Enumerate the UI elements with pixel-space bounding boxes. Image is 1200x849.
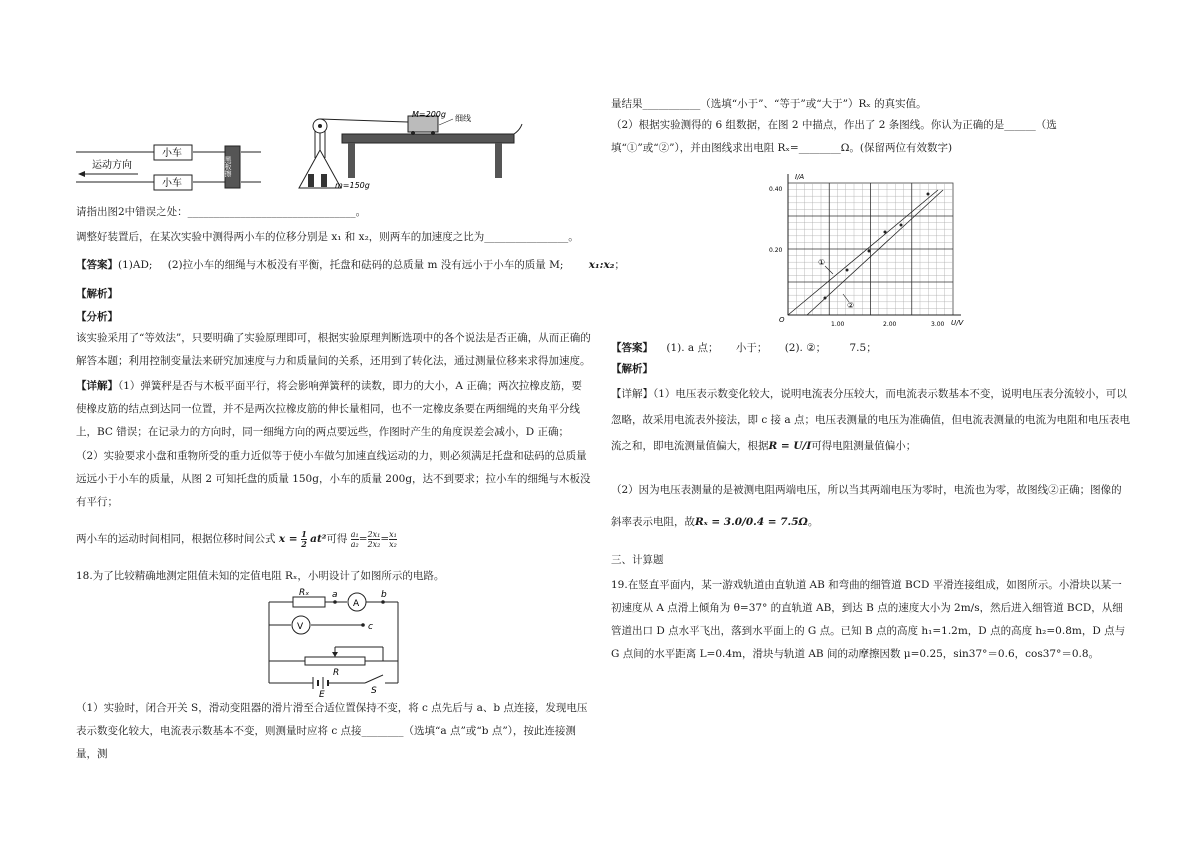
question-18-1: （1）实验时，闭合开关 S，滑动变阻器的滑片滑至合适位置保持不变，将 c 点先后与 a、b 点连接，发现电压表示数变化较大，电流表示数基本不变，则测量时应将 c 点接________（选填“a 点”或“b 点”），按此连接测量，测 bbox=[76, 702, 588, 760]
graph-origin: O bbox=[779, 316, 785, 324]
detail-part1 bbox=[76, 375, 591, 444]
answer-line bbox=[76, 258, 625, 272]
question-19: 19.在竖直平面内，某一游戏轨道由直轨道 AB 和弯曲的细管道 BCD 平滑连接组成，如图所示。小滑块以某一初速度从 A 点滑上倾角为 θ=37° 的直轨道 AB，到达 B 点的速度大小为 2m/s，然后进入细管道 BCD，从细管道出口 D 点水平飞出，落到水平面上的 G 点。已知 B 点的高度 h₁=1.2m，D 点的高度 h₂=0.8m，D 点与 G 点间的水平距离 L=0.4m，滑块与轨道 AB 间的动摩擦因数 μ=0.25，sin37°＝0.6，cos37°＝0.8。 bbox=[611, 579, 1126, 660]
formula-get: 可得 bbox=[326, 533, 348, 545]
q18-continued: 量结果___________（选填“小于”、“等于”或“大于”）Rₓ 的真实值。 bbox=[611, 98, 927, 110]
formula-rx: Rₓ = 3.0/0.4 = 7.5Ω bbox=[695, 516, 808, 528]
circuit-c: c bbox=[368, 622, 373, 632]
answer-line-right bbox=[611, 341, 877, 355]
answer-r1: (1). a 点； bbox=[666, 342, 719, 354]
formula-prefix: 两小车的运动时间相同，根据位移时间公式 bbox=[76, 533, 276, 545]
answer-part3: x₁:x₂ bbox=[588, 259, 615, 271]
question-error: 请指出图2中错误之处：________________________________。 bbox=[76, 206, 367, 218]
voltmeter-icon: V bbox=[297, 622, 304, 632]
detail-right-2-end: 。 bbox=[807, 516, 819, 528]
direction-label: 运动方向 bbox=[92, 160, 132, 171]
frac-ratio bbox=[351, 530, 359, 549]
answer-part2: (2)拉小车的细绳与木板没有平衡，托盘和砝码的总质量 m 没有远小于小车的质量 M; bbox=[167, 259, 564, 271]
formula-r-ui: R = U/I bbox=[768, 440, 812, 452]
frac-half bbox=[301, 530, 307, 549]
two-cars-diagram bbox=[76, 120, 266, 200]
ammeter-icon: A bbox=[353, 599, 360, 609]
circuit-s: S bbox=[371, 686, 377, 696]
graph-line1-label: ① bbox=[818, 258, 826, 267]
frac-half-num: 1 bbox=[301, 528, 307, 539]
frac-2x-num: 2x₁ bbox=[367, 529, 381, 539]
graph-y-tick: 0.20 bbox=[769, 247, 783, 254]
frac-2x bbox=[368, 530, 381, 549]
answer-label-right: 【答案】 bbox=[611, 342, 653, 354]
car-label: 小车 bbox=[162, 148, 182, 159]
detail-right-2-text: （2）因为电压表测量的是被测电阻两端电压，所以当其两端电压为零时，电流也为零，故图线②正确；图像的斜率表示电阻，故 bbox=[611, 484, 1122, 528]
graph-x-tick: 1.00 bbox=[831, 321, 845, 328]
question-18: 18.为了比较精确地测定阻值未知的定值电阻 Rₓ，小明设计了如图所示的电路。 bbox=[76, 570, 445, 582]
question-ratio: 调整好装置后，在某次实验中测得两小车的位移分别是 x₁ 和 x₂，则两车的加速度之比为________________。 bbox=[76, 231, 579, 243]
answer-part3-end: ； bbox=[614, 259, 625, 271]
formula-x: x = bbox=[278, 533, 302, 545]
board-eraser-label: 黑板擦 bbox=[224, 156, 232, 177]
answer-part1: (1)AD; bbox=[118, 259, 153, 271]
fenxi-heading: 【分析】 bbox=[76, 311, 118, 323]
analysis-heading-right: 【解析】 bbox=[611, 363, 653, 375]
frac-x-den: x₂ bbox=[389, 539, 397, 549]
frac-ratio-num: a₁ bbox=[350, 529, 359, 539]
detail-right-1 bbox=[611, 381, 1131, 459]
frac-2x-den: 2x₂ bbox=[367, 539, 381, 549]
frac-x-num: x₁ bbox=[389, 529, 397, 539]
cart-pulley-diagram bbox=[295, 110, 525, 200]
graph-line2-label: ② bbox=[847, 301, 855, 310]
graph-x-tick: 3.00 bbox=[931, 321, 945, 328]
circuit-diagram bbox=[265, 585, 415, 700]
string-label: 细线 bbox=[455, 114, 471, 123]
answer-r3: (2). ②； bbox=[784, 342, 827, 354]
frac-x bbox=[389, 530, 397, 549]
graph-ylabel: I/A bbox=[795, 173, 805, 181]
q18-2: （2）根据实验测得的 6 组数据，在图 2 中描点，作出了 2 条图线。你认为正确的是______（选填“①”或“②”），并由图线求出电阻 Rₓ=________Ω。(保留两位有效数字) bbox=[611, 119, 1057, 154]
section-heading: 三、计算题 bbox=[611, 554, 664, 566]
frac-ratio-den: a₂ bbox=[350, 539, 359, 549]
detail-label: 【详解】 bbox=[76, 380, 118, 392]
iu-graph bbox=[765, 170, 965, 332]
frac-half-den: 2 bbox=[301, 538, 307, 549]
car-label: 小车 bbox=[162, 178, 182, 189]
formula-line: 两小车的运动时间相同，根据位移时间公式 x = $\frac{1}{2}$ at²可得 $\frac{\text{a₁}}{\text{a₂}}$ = $\frac{\text{2x₁}}{\text{2x₂}}$ = $\frac{\text{x₁}}{\text{x₂}}$ bbox=[76, 528, 397, 549]
answer-label: 【答案】 bbox=[76, 259, 118, 271]
detail-part2: （2）实验要求小盘和重物所受的重力近似等于使小车做匀加速直线运动的力，则必须满足托盘和砝码的总质量远远小于小车的质量，从图 2 可知托盘的质量 150g，小车的质量 200g，达不到要求；拉小车的细绳与木板没有平行； bbox=[76, 450, 591, 508]
answer-r4: 7.5； bbox=[849, 342, 877, 354]
analysis-heading: 【解析】 bbox=[76, 288, 118, 300]
detail-right-1-text: 【详解】（1）电压表示数变化较大，说明电流表分压较大，而电流表示数基本不变，说明电压表分流较小，可以忽略，故采用电流表外接法，即 c 接 a 点；电压表测量的电压为准确值，但电流表测量的电流为电阻和电压表电流之和，即电流测量值偏大，根据 bbox=[611, 388, 1130, 452]
fenxi-text: 该实验采用了“等效法”，只要明确了实验原理即可，根据实验原理判断选项中的各个说法是否正确，从而正确的解答本题；利用控制变量法来研究加速度与力和质量间的关系，还用到了转化法，通过测量位移来求得加速度。 bbox=[76, 332, 591, 367]
circuit-rx: Rₓ bbox=[299, 588, 310, 598]
graph-xlabel: U/V bbox=[951, 319, 964, 327]
cart-mass-label: M=200g bbox=[412, 110, 446, 119]
detail-right-1-end: 可得电阻测量值偏小； bbox=[811, 440, 917, 452]
graph-y-tick: 0.40 bbox=[769, 186, 783, 193]
circuit-e: E bbox=[319, 690, 325, 700]
circuit-b: b bbox=[381, 590, 387, 600]
formula-at2: at² bbox=[310, 533, 327, 545]
detail-right-2 bbox=[611, 474, 1131, 538]
graph-x-tick: 2.00 bbox=[883, 321, 897, 328]
answer-r2: 小于； bbox=[735, 342, 768, 354]
circuit-a: a bbox=[332, 590, 338, 600]
detail-part1-text: （1）弹簧秤是否与木板平面平行，将会影响弹簧秤的读数，即力的大小，A 正确；两次拉橡皮筋，要使橡皮筋的结点到达同一位置，并不是两次拉橡皮筋的伸长量相同，也不一定橡皮条要在两细绳的夹角平分线上，BC 错误；在记录力的方向时，同一细绳方向的两点要远些，作图时产生的角度误差会减小，D 正确； bbox=[76, 380, 582, 438]
circuit-r: R bbox=[333, 668, 340, 678]
pan-mass-label: m=150g bbox=[335, 181, 370, 190]
